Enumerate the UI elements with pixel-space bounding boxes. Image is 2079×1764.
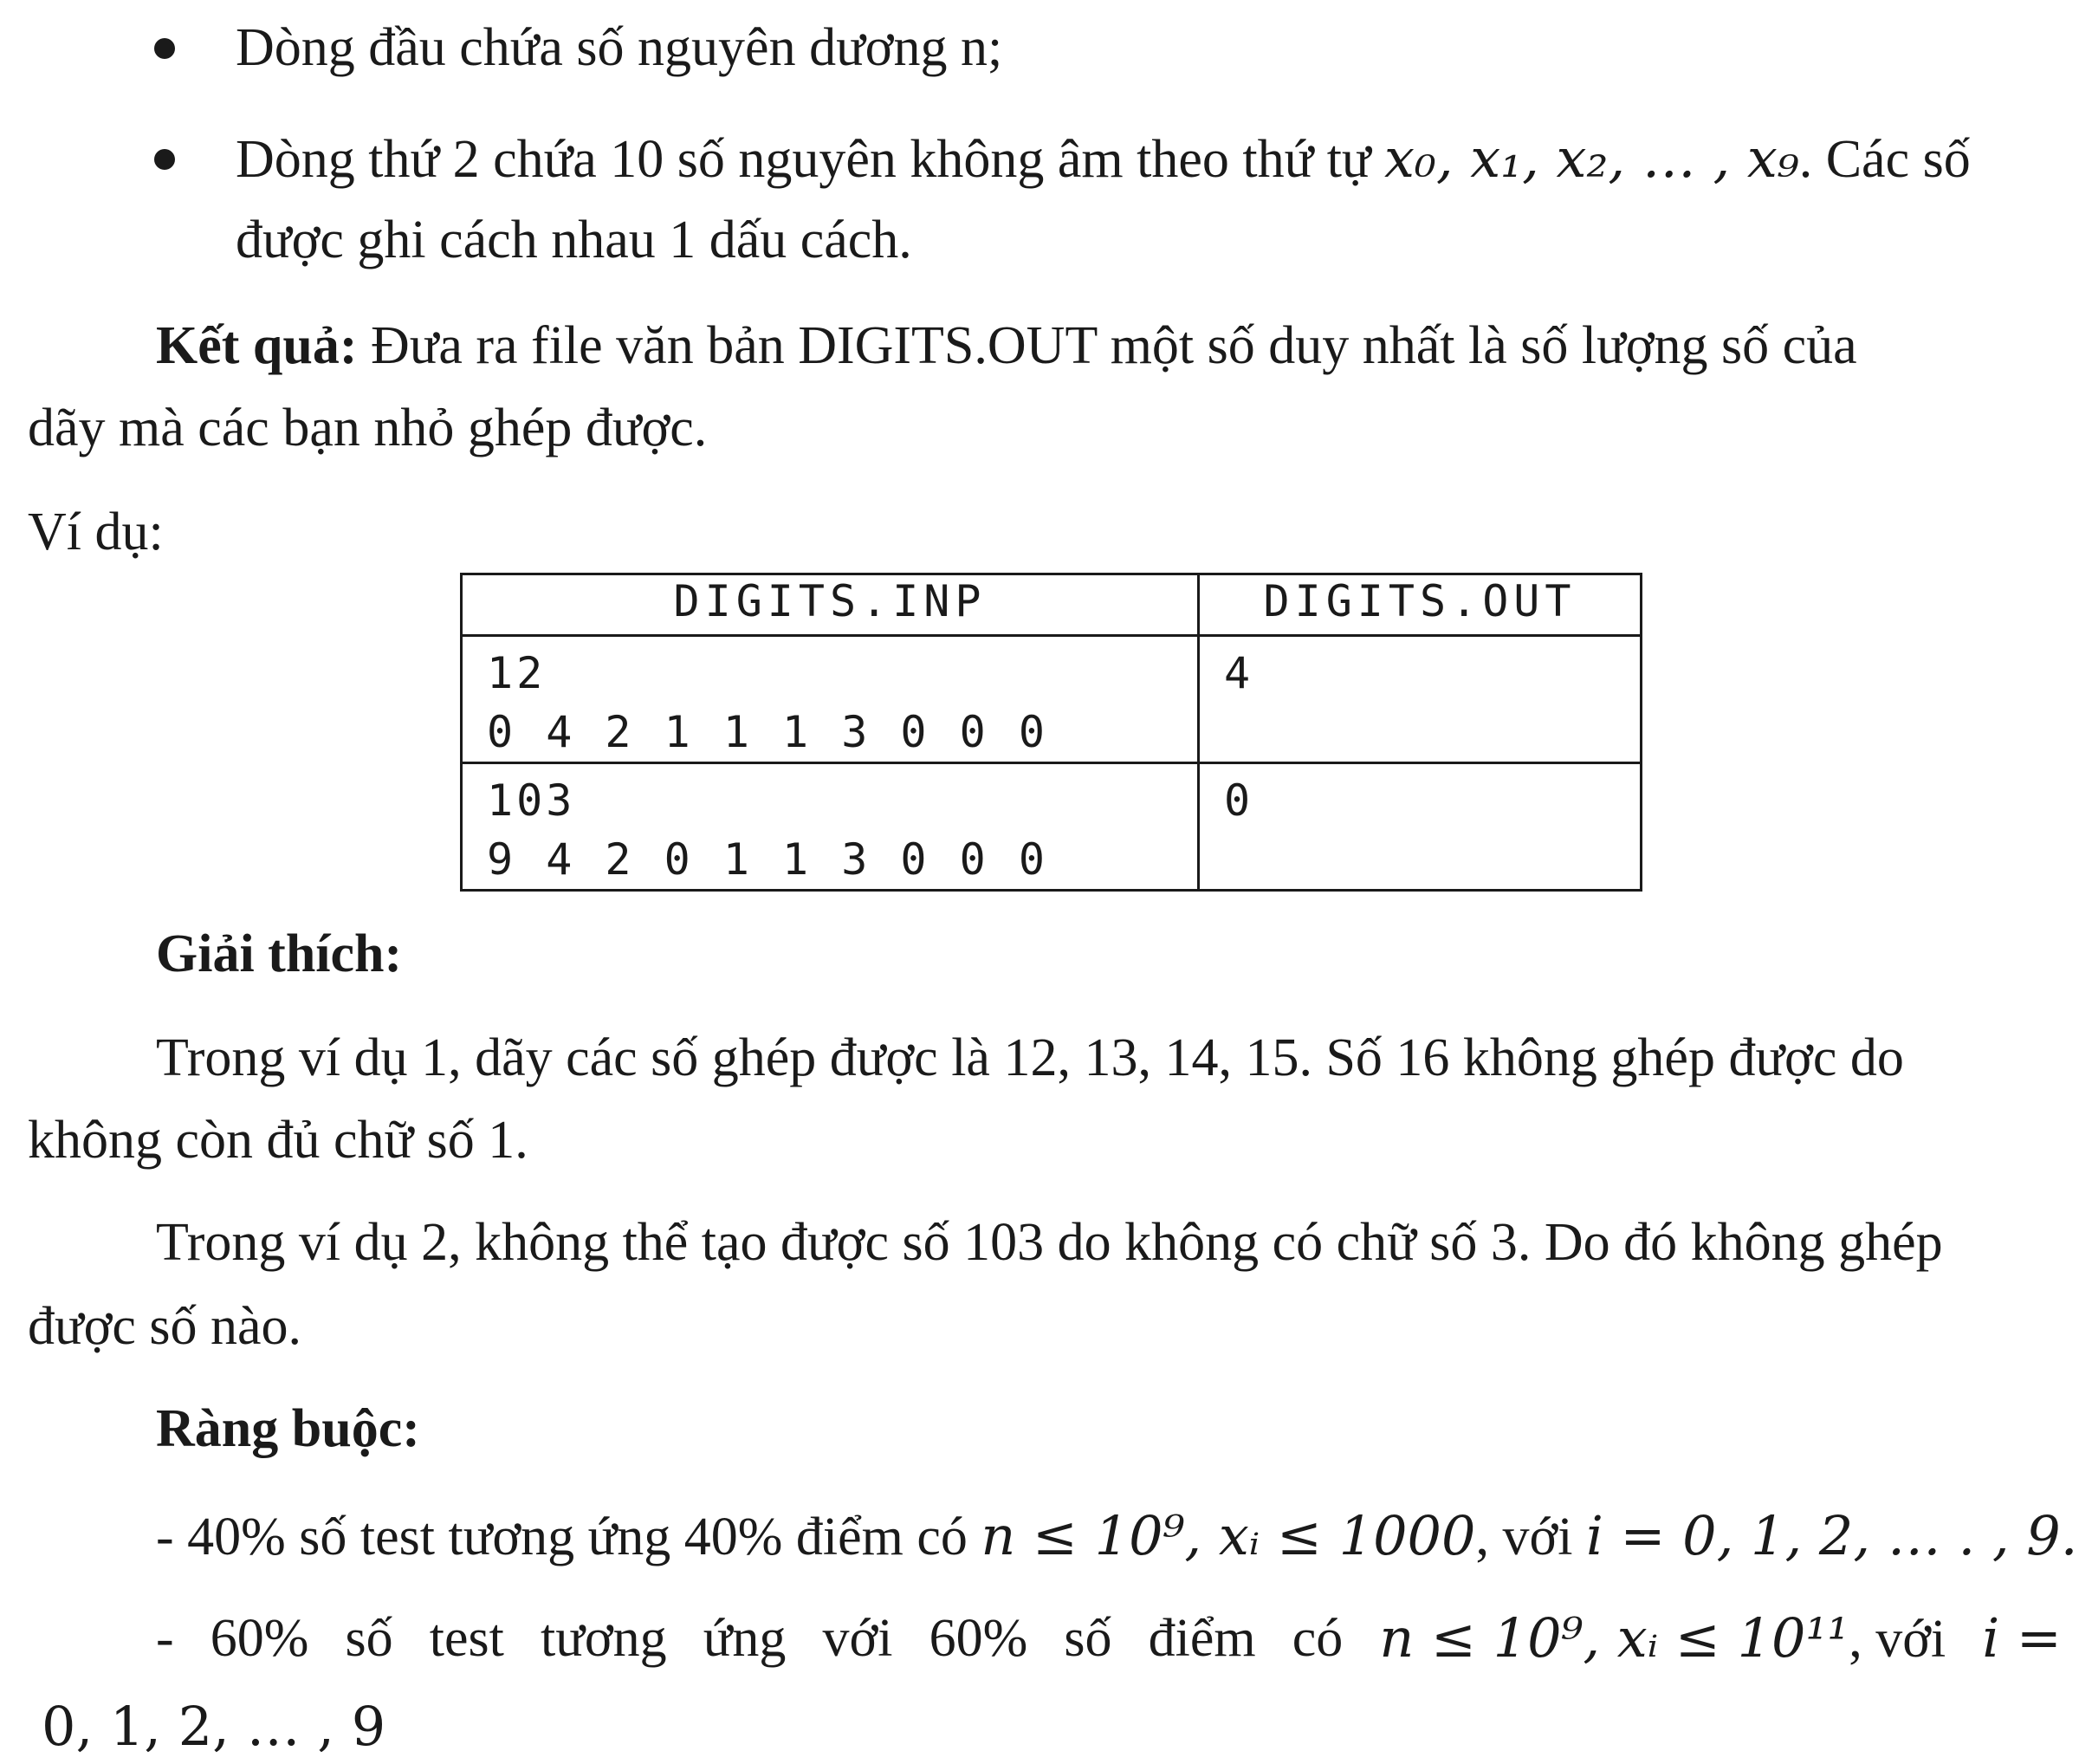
c2-word: số bbox=[345, 1609, 393, 1668]
output-cell bbox=[1199, 763, 1642, 891]
c2-word: tương bbox=[541, 1609, 667, 1668]
c2-word: test bbox=[429, 1609, 504, 1668]
constraint-2-tail: , với bbox=[1849, 1610, 1946, 1669]
c2-word: với bbox=[822, 1609, 893, 1668]
constraint-2-math: n ≤ 10⁹, xᵢ ≤ 10¹¹ bbox=[1379, 1606, 1849, 1670]
result-paragraph bbox=[156, 316, 1857, 375]
table-header-row bbox=[462, 574, 1642, 636]
c2-word: 60% bbox=[210, 1609, 309, 1668]
explanation-p1-line1: Trong ví dụ 1, dãy các số ghép được là 12, 13, 14, 15. Số 16 không ghép được do bbox=[156, 1028, 1904, 1087]
explanation-label: Giải thích: bbox=[156, 924, 403, 983]
constraints-heading bbox=[156, 1399, 420, 1458]
output-value: 0 bbox=[1224, 775, 1254, 826]
input-counts: 9 4 2 0 1 1 3 0 0 0 bbox=[487, 834, 1048, 885]
explanation-p2-line1: Trong ví dụ 2, không thể tạo được số 103 do không có chữ số 3. Do đó không ghép bbox=[156, 1213, 1943, 1272]
constraint-2-line2: 0, 1, 2, … , 9 bbox=[42, 1695, 386, 1758]
constraint-1-tail: , với bbox=[1475, 1508, 1573, 1566]
output-cell bbox=[1199, 636, 1642, 763]
bullet-dot-1 bbox=[154, 38, 175, 59]
constraint-2-math-group bbox=[1379, 1606, 1946, 1670]
c2-word: số bbox=[1064, 1609, 1112, 1668]
c2-word: ứng bbox=[703, 1609, 787, 1668]
input-n: 103 bbox=[487, 775, 576, 826]
input-cell bbox=[462, 763, 1199, 891]
output-value: 4 bbox=[1224, 648, 1254, 698]
input-n: 12 bbox=[487, 648, 547, 698]
table-row bbox=[462, 763, 1642, 891]
input-line-1: Dòng đầu chứa số nguyên dương n; bbox=[236, 18, 1003, 77]
constraint-1-range: i = 0, 1, 2, … . , 9. bbox=[1585, 1504, 2078, 1567]
constraint-2-i: i = bbox=[1982, 1606, 2062, 1670]
input-line-2-continued: được ghi cách nhau 1 dấu cách. bbox=[236, 211, 912, 269]
result-label: Kết quả: bbox=[156, 316, 358, 375]
explanation-p2-line2: được số nào. bbox=[28, 1297, 302, 1356]
header-digits-inp: DIGITS.INP bbox=[462, 574, 1199, 636]
example-table bbox=[460, 573, 1642, 892]
constraint-1-math: n ≤ 10⁹, xᵢ ≤ 1000 bbox=[981, 1504, 1476, 1567]
input-counts: 0 4 2 1 1 1 3 0 0 0 bbox=[487, 707, 1048, 757]
constraint-2 bbox=[156, 1606, 2062, 1670]
result-text-2: dãy mà các bạn nhỏ ghép được. bbox=[28, 399, 708, 457]
constraints-label: Ràng buộc: bbox=[156, 1399, 420, 1458]
input-line-2 bbox=[236, 126, 2063, 190]
result-text-1: Đưa ra file văn bản DIGITS.OUT một số duy nhất là số lượng số của bbox=[371, 316, 1857, 375]
c2-word: có bbox=[1292, 1609, 1344, 1668]
c2-word: 60% bbox=[929, 1609, 1028, 1668]
input-line-2-tail: . Các số bbox=[1798, 130, 1971, 189]
c2-word: điểm bbox=[1148, 1609, 1256, 1668]
constraint-1-text: - 40% số test tương ứng 40% điểm có bbox=[156, 1508, 968, 1566]
input-cell bbox=[462, 636, 1199, 763]
c2-word: - bbox=[156, 1609, 174, 1668]
explanation-p1-line2: không còn đủ chữ số 1. bbox=[28, 1111, 528, 1170]
input-line-2-text: Dòng thứ 2 chứa 10 số nguyên không âm theo thứ tự bbox=[236, 130, 1371, 189]
example-label: Ví dụ: bbox=[28, 503, 164, 561]
sequence-x0-x9: x₀, x₁, x₂, … , x₉ bbox=[1384, 126, 1799, 190]
bullet-dot-2 bbox=[154, 149, 175, 170]
table-row bbox=[462, 636, 1642, 763]
constraint-1 bbox=[156, 1504, 2078, 1567]
explanation-heading bbox=[156, 924, 403, 983]
header-digits-out: DIGITS.OUT bbox=[1199, 574, 1642, 636]
